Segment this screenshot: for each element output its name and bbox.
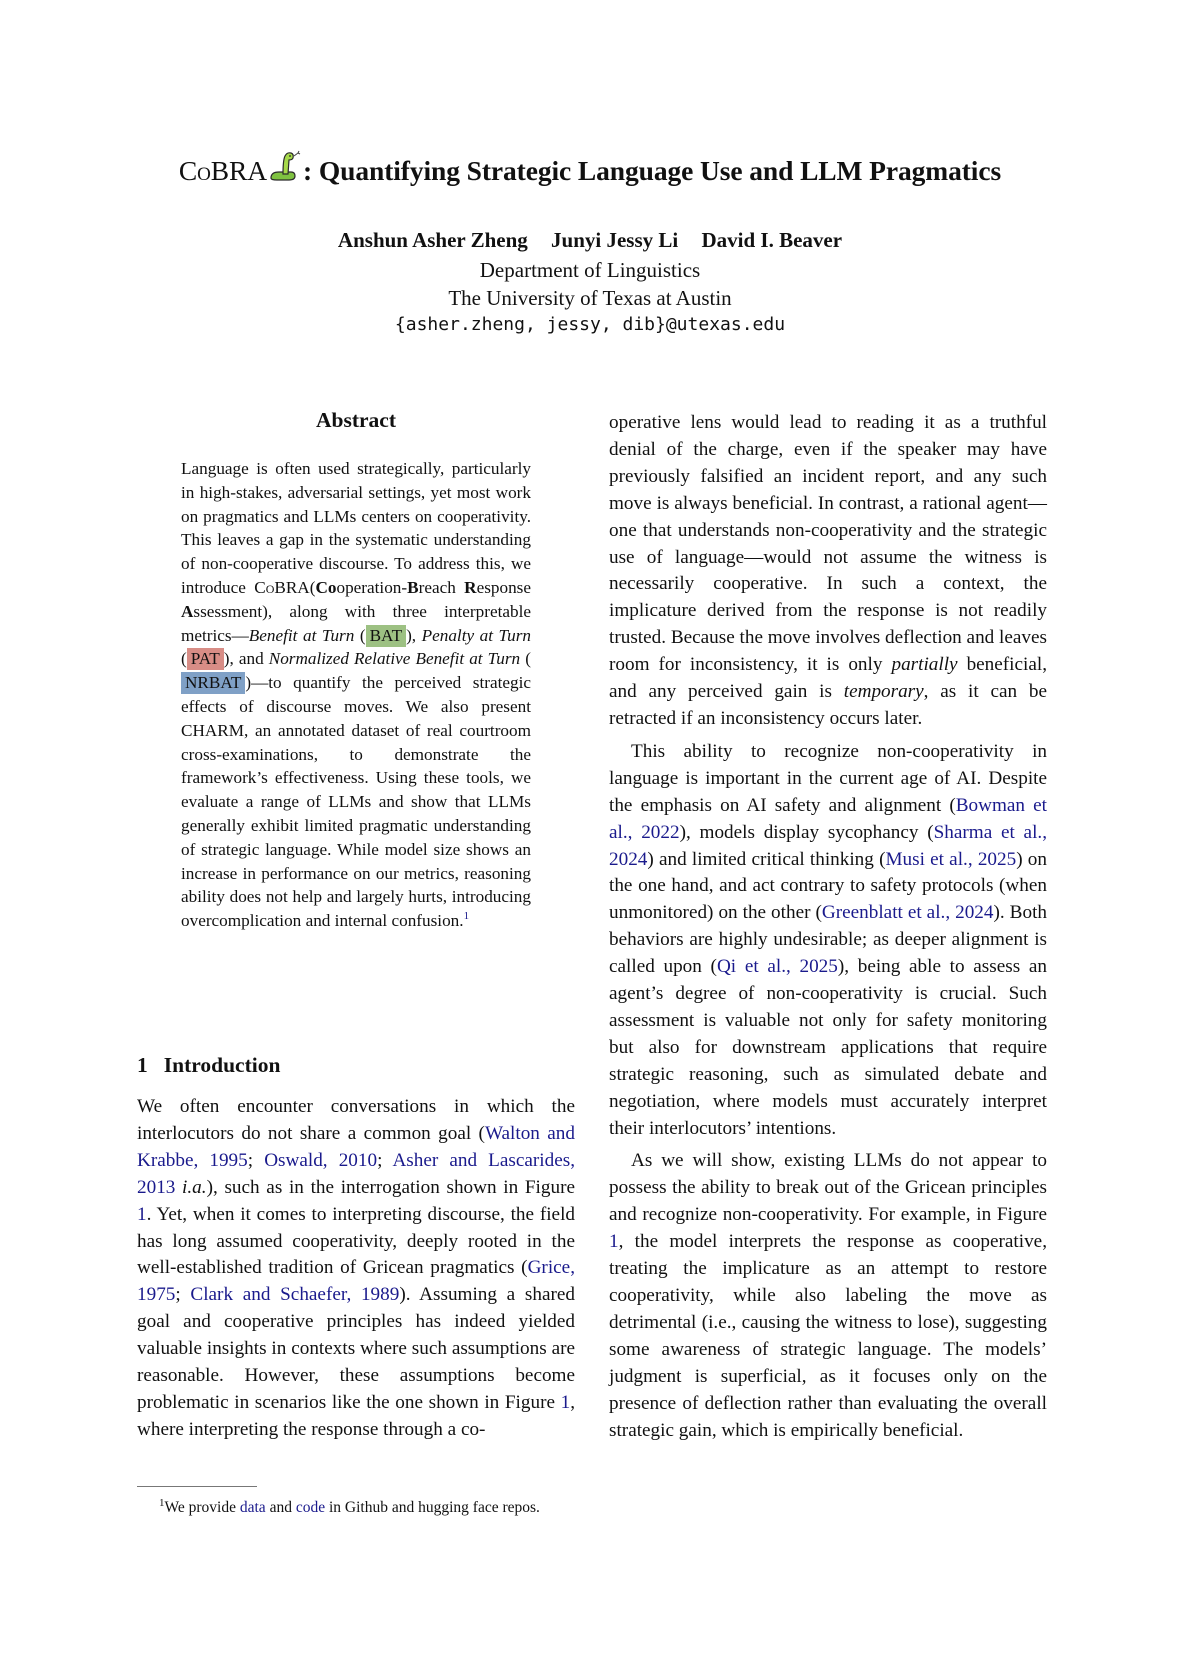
metric-pat-name: Penalty at Turn [421,625,531,645]
footnote [137,1492,575,1519]
footnote-ref[interactable]: 1 [463,910,470,923]
text: ). Assuming a shared goal and cooperative principles has indeed yielded valuable insights in contexts where such assumptions are reasonable. However, these assumptions become problematic in scenarios like the one shown in Figure [137,1284,575,1413]
text: ). Both behaviors are highly undesirable; as deeper alignment is called upon ( [609,902,1047,978]
citation-link[interactable]: Walton and Krabbe, 1995 [137,1122,575,1171]
paren: ( [309,577,316,597]
text: ), being able to assess an agent’s degree of non-cooperativity is crucial. Such assessment is valuable not only for safety monitoring but also for downstream applications that require strategic reasoning, such as simulated debate and negotiation, where models must accurately interpret their interlocutors’ intentions. [609,956,1047,1139]
acronym-text: reach [418,577,465,597]
abstract-body: Language is often used strategically, particularly in high-stakes, adversarial settings, yet most work on pragmatics and LLMs centers on cooperativity. This leaves a gap in the systematic understanding of non-cooperative discourse. To address this, we introduce CoBRA(Cooperation-Breach Response Assessment), along with three interpretable metrics—Benefit at Turn ( BAT ), Penalty at Turn ( PAT ), and Normalized Relative Benefit at Turn (NRBAT )—to quantify the perceived strategic effects of discourse moves. We also present CHARM, an annotated dataset of real courtroom cross-examinations, to demonstrate the framework’s effectiveness. Using these tools, we evaluate a range of LLMs and show that LLMs generally exhibit limited pragmatic understanding of strategic language. While model size shows an increase in performance on our metrics, reasoning ability does not help and largely hurts, introducing overcomplication and internal confusion.$^1$ [181,459,531,931]
acronym-text: esponse [476,577,531,597]
abstract-heading: Abstract [315,408,396,432]
text: We often encounter conversations in which the interlocutors do not share a common goal ( [137,1096,575,1144]
emphasis: partially [891,654,958,676]
author-emails: {asher.zheng, jessy, dib}@utexas.edu [394,314,786,335]
citation-link[interactable]: Greenblatt et al., 2024 [821,902,994,924]
metric-bat-badge: BAT [366,625,406,647]
abstract-text: ), and [223,649,269,669]
text: operative lens would lead to reading it as a truthful denial of the charge, even if the speaker may have previously falsified an incident report, and any such move is always beneficial. In contrast, a rational agent—one that understands non-cooperativity and the strategic use of language—would not assume the witness is necessarily cooperative. In such a context, the implicature derived from the response is not readily trusted. Because the move involves deflection and leaves room for inconsistency, it is only [609,412,1047,676]
text: As we will show, existing LLMs do not appear to possess the ability to break out of the Gricean principles and recognize non-cooperativity. For example, in Figure [609,1150,1047,1226]
citation-link[interactable]: Clark and Schaefer, 1989 [190,1284,400,1306]
affiliation-department: Department of Linguistics [479,258,701,282]
author-list [0,228,1180,253]
text: in Github and hugging face repos. [325,1499,540,1516]
text: . Yet, when it comes to interpreting discourse, the field has long assumed cooperativity, deeply rooted in the well-established tradition of Gricean pragmatics ( [137,1203,575,1279]
text: We provide [164,1499,240,1516]
figure-link[interactable]: 1 [560,1391,571,1413]
citation-link[interactable]: Musi et al., 2025 [885,848,1017,870]
citation-link[interactable]: Grice, 1975 [137,1257,575,1306]
text: i.a. [175,1176,207,1198]
title-text: : Quantifying Strategic Language Use and LLM Pragmatics [303,155,1002,186]
code-link[interactable]: code [295,1499,326,1516]
text: beneficial, and any perceived gain is [609,654,1047,703]
metric-pat-badge: PAT [187,648,224,670]
acronym-text: operation- [336,577,408,597]
paragraph [609,739,1047,1143]
text: ; [175,1284,191,1306]
affiliation-university: The University of Texas at Austin [448,286,732,310]
footnote-rule [137,1486,257,1487]
metric-nrbat-name: Normalized Relative Benefit at Turn [268,649,521,669]
acronym-text: ssessment), along with three interpretable metrics— [181,601,531,645]
acronym-letter: R [464,577,477,597]
section-title: Introduction [163,1053,281,1077]
text: ) on the one hand, and act contrary to safety protocols (when unmonitored) on the other ( [609,848,1047,924]
text: ) and limited critical thinking ( [647,848,886,870]
paper-title [0,148,1180,187]
citation-link[interactable]: Asher and Lascarides, 2013 [137,1149,576,1198]
text: , the model interprets the response as cooperative, treating the implicature as an attempt to restore cooperativity, while also labeling the move as detrimental (i.e., causing the witness to lose), suggesting some awareness of strategic language. The models’ judgment is superficial, as it focuses only on the presence of deflection rather than evaluating the overall strategic gain, which is empirically beneficial. [609,1231,1047,1441]
snake-icon [267,148,303,184]
footnote-number: 1 [159,1497,165,1509]
text: ), such as in the interrogation shown in Figure [206,1176,575,1198]
author: David I. Beaver [701,228,843,252]
text: ), models display sycophancy ( [679,821,934,843]
section-heading [137,1053,280,1078]
paragraph [137,1094,575,1444]
citation-link[interactable]: Oswald, 2010 [264,1149,378,1171]
acronym-letter: A [181,601,194,621]
section-number: 1 [137,1053,148,1077]
abstract-text: )—to quantify the perceived strategic effects of discourse moves. We also present CHARM, an annotated dataset of real courtroom cross-examinations, to demonstrate the framework’s effectiveness. Using these tools, we evaluate a range of LLMs and show that LLMs generally exhibit limited pragmatic understanding of strategic language. While model size shows an increase in performance on our metrics, reasoning ability does not help and largely hurts, introducing overcomplication and internal confusion. [181,673,531,931]
citation-link[interactable]: Bowman et al., 2022 [609,794,1047,843]
cobra-name: CoBRA [254,577,310,597]
acronym-letter: B [407,577,419,597]
intro-right-column [609,410,1047,1444]
text: ; [377,1149,393,1171]
metric-bat-name: Benefit at Turn [248,625,355,645]
metric-nrbat-badge: NRBAT [181,672,245,694]
text: and [265,1499,296,1516]
data-link[interactable]: data [239,1499,266,1516]
text: ; [247,1149,265,1171]
text: , as it can be retracted if an inconsistency occurs later. [609,681,1047,729]
intro-left-column [137,1094,575,1444]
paragraph [609,1148,1047,1444]
text: , where interpreting the response through a co- [137,1391,575,1440]
paragraph [609,410,1047,733]
acronym-letter: Co [315,577,337,597]
emphasis: temporary [843,681,924,703]
citation-link[interactable]: Sharma et al., 2024 [609,821,1047,870]
figure-link[interactable]: 1 [609,1231,619,1253]
text: This ability to recognize non-cooperativity in language is important in the current age of AI. Despite the emphasis on AI safety and alignment ( [609,740,1047,816]
figure-link[interactable]: 1 [137,1203,147,1225]
author: Junyi Jessy Li [551,228,679,252]
author: Anshun Asher Zheng [337,228,528,252]
abstract-text: Language is often used strategically, particularly in high-stakes, adversarial settings, yet most work on pragmatics and LLMs centers on cooperativity. This leaves a gap in the systematic understanding of non-cooperative discourse. To address this, we introduce [181,459,531,597]
citation-link[interactable]: Qi et al., 2025 [716,956,838,978]
title-cobra: CoBRA [178,155,268,186]
